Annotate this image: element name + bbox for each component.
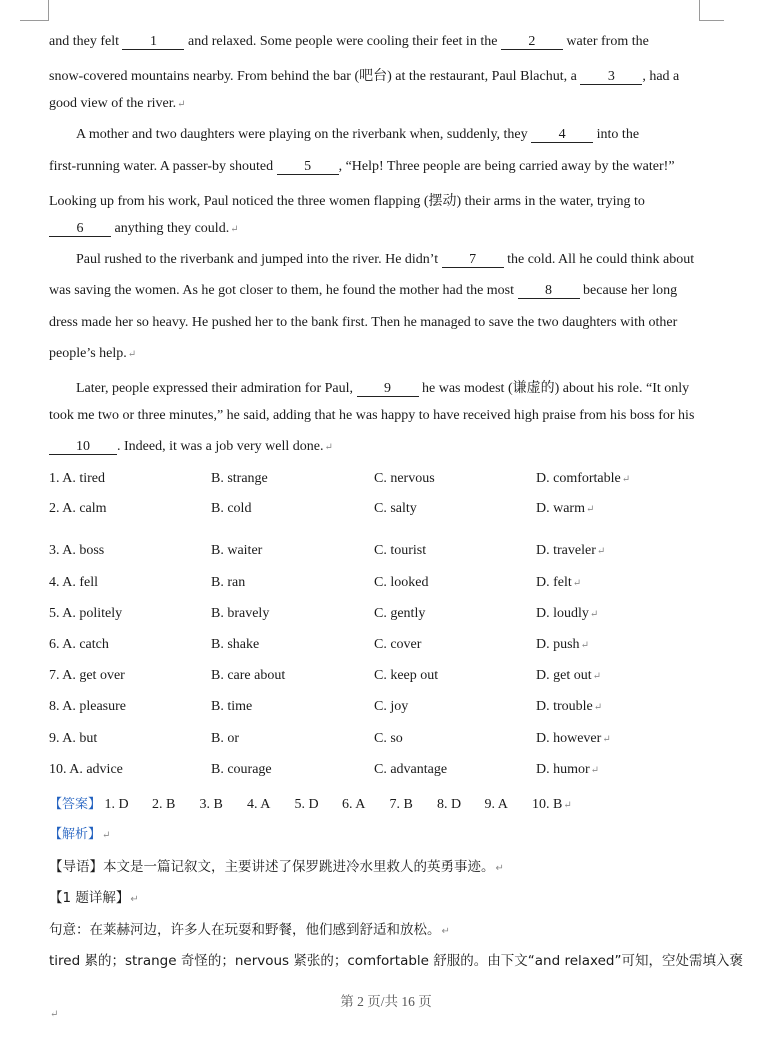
blank-6: 6: [49, 222, 111, 237]
passage-line: [49, 65, 679, 85]
analysis-label: 【解析】: [49, 827, 102, 842]
passage-line: [49, 283, 677, 299]
option-c: C. nervous: [374, 471, 435, 486]
text: people’s help.: [49, 346, 127, 361]
intro-text-content: 【导语】本文是一篇记叙文，主要讲述了保罗跳进冷水里救人的英勇事迹。: [49, 859, 495, 875]
option-d: D. comfortable↵: [536, 471, 631, 486]
text: good view of the river.: [49, 96, 177, 111]
option-d: D. trouble↵: [536, 699, 603, 714]
option-d: D. loudly↵: [536, 606, 599, 621]
text: water from the: [566, 34, 649, 49]
option-b: B. bravely: [211, 606, 270, 621]
option-b: B. waiter: [211, 543, 263, 558]
option-c: C. advantage: [374, 762, 448, 777]
answer-item: 7. B: [389, 797, 413, 812]
text: A mother and two daughters were playing on the riverbank when, suddenly, they: [76, 127, 528, 142]
blank-7: 7: [442, 253, 504, 268]
option-c: C. so: [374, 731, 403, 746]
answer-label: 【答案】: [49, 797, 102, 812]
passage-line: [76, 377, 689, 397]
blank-10: 10: [49, 440, 117, 455]
q1-meaning-text: 句意：在莱赫河边，许多人在玩耍和野餐，他们感到舒适和放松。: [49, 922, 441, 938]
text: and they felt: [49, 34, 119, 49]
paragraph-mark-icon: ↵: [324, 442, 333, 453]
answer-item: 3. B: [199, 797, 223, 812]
option-d: D. get out↵: [536, 668, 601, 683]
option-a: 9. A. but: [49, 731, 98, 746]
passage-line: [49, 190, 645, 210]
answer-item: 5. D: [294, 797, 319, 812]
text: snow-covered mountains nearby. From behind the bar (吧台) at the restaurant, Paul Blachut, a: [49, 69, 577, 84]
answer-item: 6. A: [342, 797, 366, 812]
answer-item: 9. A: [484, 797, 508, 812]
option-a: 1. A. tired: [49, 471, 105, 486]
text: he was modest (谦虚的) about his role. “It only: [422, 381, 690, 396]
option-d: D. warm↵: [536, 501, 595, 516]
passage-line: [49, 439, 333, 455]
option-b: B. shake: [211, 637, 260, 652]
paragraph-mark-icon: ↵: [230, 224, 239, 235]
option-c: C. tourist: [374, 543, 427, 558]
page-footer: 第 2 页/共 16 页: [340, 994, 432, 1009]
option-a: 8. A. pleasure: [49, 699, 126, 714]
text: took me two or three minutes,” he said, adding that he was happy to have received high praise from his boss for his: [49, 408, 695, 423]
blank-3: 3: [580, 70, 642, 85]
option-a: 10. A. advice: [49, 762, 123, 777]
option-a: 4. A. fell: [49, 575, 98, 590]
option-d: D. push↵: [536, 637, 589, 652]
blank-9: 9: [357, 382, 419, 397]
q1-heading-text: 【1 题详解】: [49, 890, 130, 906]
text: dress made her so heavy. He pushed her to the bank first. Then he managed to save the two daughters with other: [49, 315, 678, 330]
paragraph-mark-icon: ↵: [127, 349, 137, 360]
blank-8: 8: [518, 284, 580, 299]
text: . Indeed, it was a job very well done.: [117, 439, 324, 454]
text: , had a: [642, 69, 680, 84]
answer-item: 2. B: [152, 797, 176, 812]
blank-2: 2: [501, 35, 563, 50]
text: anything they could.: [114, 221, 230, 236]
answer-item: 10. B: [532, 797, 563, 812]
answer-key: 【答案】 1. D 2. B 3. B 4. A 5. D 6. A 7. B 8. D 9. A 10. B↵: [49, 793, 572, 813]
passage-line: [49, 346, 136, 362]
intro-text: 【导语】本文是一篇记叙文，主要讲述了保罗跳进冷水里救人的英勇事迹。↵: [49, 859, 504, 875]
option-b: B. strange: [211, 471, 268, 486]
blank-1: 1: [122, 35, 184, 50]
option-a: 7. A. get over: [49, 668, 125, 683]
q1-meaning: 句意：在莱赫河边，许多人在玩耍和野餐，他们感到舒适和放松。↵: [49, 922, 450, 938]
option-d: D. humor↵: [536, 762, 600, 777]
passage-line: [49, 221, 239, 237]
option-c: C. gently: [374, 606, 426, 621]
answer-item: 8. D: [437, 797, 462, 812]
text: Later, people expressed their admiration for Paul,: [76, 381, 354, 396]
option-a: 2. A. calm: [49, 501, 107, 516]
option-d: D. however↵: [536, 731, 611, 746]
analysis-heading: 【解析】↵: [49, 827, 111, 842]
text: because her long: [583, 283, 678, 298]
text: , “Help! Three people are being carried away by the water!”: [338, 159, 675, 174]
text: first-running water. A passer-by shouted: [49, 159, 274, 174]
text: Paul rushed to the riverbank and jumped into the river. He didn’t: [76, 252, 439, 267]
option-a: 5. A. politely: [49, 606, 123, 621]
text: was saving the women. As he got closer to them, he found the mother had the most: [49, 283, 515, 298]
q1-heading: 【1 题详解】↵: [49, 890, 139, 906]
option-d: D. traveler↵: [536, 543, 606, 558]
q1-detail: [49, 949, 743, 969]
option-b: B. care about: [211, 668, 286, 683]
crop-mark-top-left: [20, 0, 49, 21]
text: Looking up from his work, Paul noticed the three women flapping (摆动) their arms in the water, trying to: [49, 194, 645, 209]
passage-line: [49, 34, 649, 50]
paragraph-mark-icon: ↵: [177, 99, 186, 110]
option-c: C. looked: [374, 575, 429, 590]
passage-line: [76, 127, 639, 143]
text: and relaxed. Some people were cooling their feet in the: [187, 34, 498, 49]
option-d: D. felt↵: [536, 575, 582, 590]
passage-line: [49, 96, 186, 112]
option-b: B. ran: [211, 575, 246, 590]
option-a: 6. A. catch: [49, 637, 109, 652]
option-c: C. cover: [374, 637, 422, 652]
answer-item: 4. A: [247, 797, 271, 812]
passage-line: [49, 408, 694, 424]
option-c: C. joy: [374, 699, 409, 714]
option-b: B. courage: [211, 762, 272, 777]
passage-line: [49, 159, 675, 175]
passage-line: [49, 315, 677, 331]
blank-5: 5: [277, 160, 339, 175]
option-b: B. or: [211, 731, 239, 746]
crop-mark-top-right: [699, 0, 724, 21]
text: into the: [596, 127, 640, 142]
option-b: B. cold: [211, 501, 252, 516]
option-a: 3. A. boss: [49, 543, 105, 558]
paragraph-mark-icon: ↵: [50, 1009, 59, 1020]
answer-item: 1. D: [104, 797, 129, 812]
passage-line: [76, 252, 694, 268]
option-c: C. keep out: [374, 668, 439, 683]
blank-4: 4: [531, 128, 593, 143]
option-b: B. time: [211, 699, 253, 714]
q1-detail-text: tired 累的；strange 奇怪的；nervous 紧张的；comfortable 舒服的。由下文“and relaxed”可知，空处需填入褒: [49, 953, 743, 969]
option-c: C. salty: [374, 501, 417, 516]
text: the cold. All he could think about: [507, 252, 695, 267]
